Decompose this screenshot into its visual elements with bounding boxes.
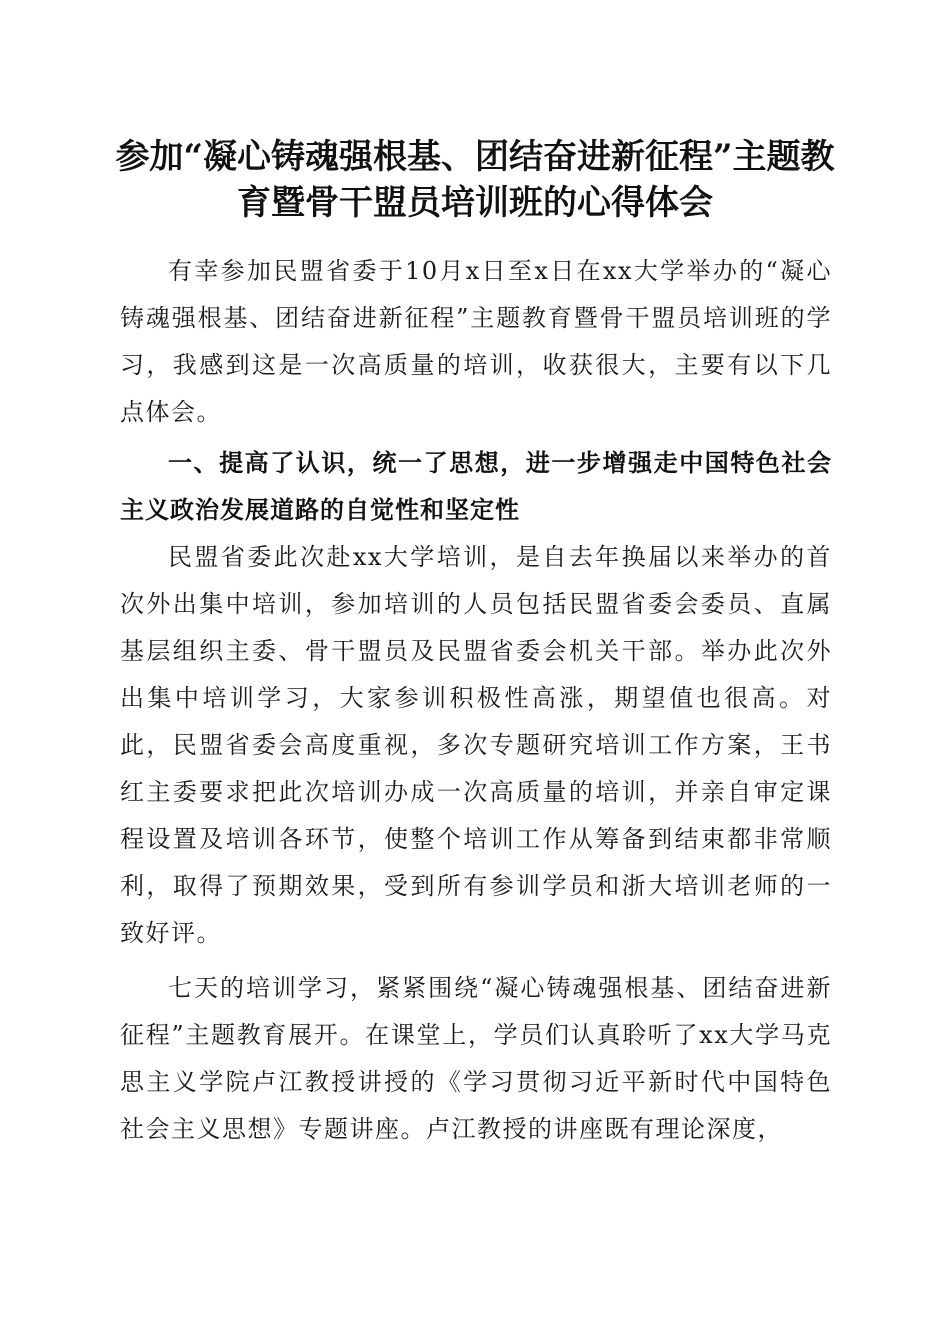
document-body	[120, 248, 832, 1153]
body-paragraph-2: 七天的培训学习，紧紧围绕“凝心铸魂强根基、团结奋进新征程”主题教育展开。在课堂上，学员们认真聆听了xx大学马克思主义学院卢江教授讲授的《学习贯彻习近平新时代中国特色社会主义思想》专题讲座。卢江教授的讲座既有理论深度，	[120, 974, 832, 1143]
intro-paragraph: 有幸参加民盟省委于10月x日至x日在xx大学举办的“凝心铸魂强根基、团结奋进新征程”主题教育暨骨干盟员培训班的学习，我感到这是一次高质量的培训，收获很大，主要有以下几点体会。	[120, 257, 832, 426]
body-paragraph-1: 民盟省委此次赴xx大学培训，是自去年换届以来举办的首次外出集中培训，参加培训的人员包括民盟省委会委员、直属基层组织主委、骨干盟员及民盟省委会机关干部。举办此次外出集中培训学习，大家参训积极性高涨，期望值也很高。对此，民盟省委会高度重视，多次专题研究培训工作方案，王书红主委要求把此次培训办成一次高质量的培训，并亲自审定课程设置及培训各环节，使整个培训工作从筹备到结束都非常顺利，取得了预期效果，受到所有参训学员和浙大培训老师的一致好评。	[120, 543, 832, 947]
section-heading-1: 一、提高了认识，统一了思想，进一步增强走中国特色社会主义政治发展道路的自觉性和坚定性	[120, 449, 832, 524]
document-title: 参加“凝心铸魂强根基、团结奋进新征程”主题教育暨骨干盟员培训班的心得体会	[115, 137, 835, 223]
